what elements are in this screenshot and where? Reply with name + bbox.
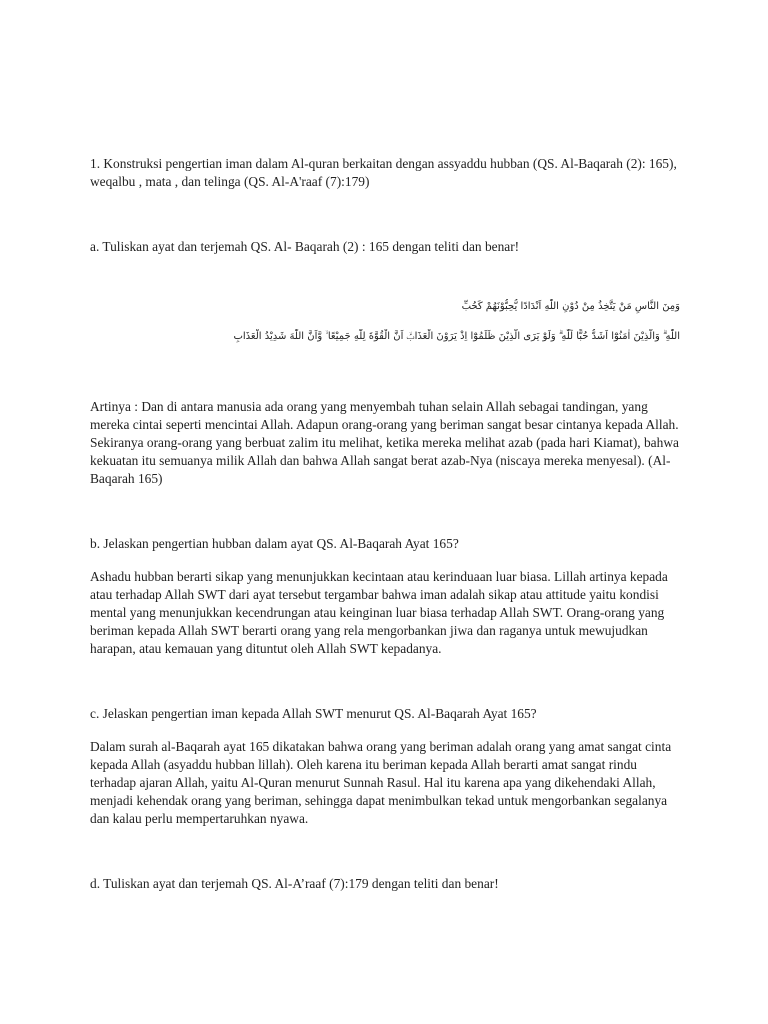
answer-b-paragraph: Ashadu hubban berarti sikap yang menunjukkan kecintaan atau kerinduaan luar biasa. Lillah artinya kepada atau terhadap Allah SWT dari ayat tersebut tergambar bahwa iman adalah sikap atau attitude yaitu kondisi mental yang menunjukkan kecendrungan atau keinginan luar biasa terhadap Allah SWT. Orang-orang yang beriman kepada Allah SWT berarti orang yang rela mengorbankan jiwa dan raganya untuk mewujudkan harapan, atau kemauan yang dituntut oleh Allah SWT kepadanya. [90,569,668,656]
question-c-text: c. Jelaskan pengertian iman kepada Allah SWT menurut QS. Al-Baqarah Ayat 165? [90,706,537,721]
arabic-verse-line-2: اللّٰهِ ۗ وَالَّذِيْنَ اٰمَنُوْٓا اَشَدُّ حُبًّا لِّلّٰهِ ۗ وَلَوْ يَرَى الَّذِيْنَ ظَلَمُوْٓا اِذْ يَرَوْنَ الْعَذَابَۙ اَنَّ الْقُوَّةَ لِلّٰهِ جَمِيْعًا ۙ وَّاَنَّ اللّٰهَ شَدِيْدُ الْعَذَابِ [233,331,680,342]
question-1-text: 1. Konstruksi pengertian iman dalam Al-quran berkaitan dengan assyaddu hubban (QS. Al-Baqarah (2): 165), weqalbu , mata , dan telinga (QS. Al-A'raaf (7):179) [90,156,677,189]
arabic-verse-line-1: وَمِنَ النَّاسِ مَنْ يَتَّخِذُ مِنْ دُوْنِ اللّٰهِ اَنْدَادًا يُّحِبُّوْنَهُمْ كَحُبِّ [461,301,680,312]
translation-paragraph: Artinya : Dan di antara manusia ada orang yang menyembah tuhan selain Allah sebagai tandingan, yang mereka cintai seperti mencintai Allah. Adapun orang-orang yang beriman sangat besar cintanya kepada Allah. Sekiranya orang-orang yang berbuat zalim itu melihat, ketika mereka melihat azab (pada hari Kiamat), bahwa kekuatan itu semuanya milik Allah dan bahwa Allah sangat berat azab-Nya (niscaya mereka menyesal). (Al- Baqarah 165) [90,399,679,486]
question-d-text: d. Tuliskan ayat dan terjemah QS. Al-A’raaf (7):179 dengan teliti dan benar! [90,876,499,891]
answer-c-paragraph: Dalam surah al-Baqarah ayat 165 dikatakan bahwa orang yang beriman adalah orang yang amat sangat cinta kepada Allah (asyaddu hubban lillah). Oleh karena itu beriman kepada Allah berarti amat sangat rindu terhadap ajaran Allah, yaitu Al-Quran menurut Sunnah Rasul. Hal itu karena apa yang dikehendaki Allah, menjadi kehendak orang yang beriman, sehingga dapat menimbulkan tekad untuk mengorbankan segalanya dan kalau perlu mempertaruhkan nyawa. [90,739,672,826]
question-b-text: b. Jelaskan pengertian hubban dalam ayat QS. Al-Baqarah Ayat 165? [90,536,459,551]
question-a-text: a. Tuliskan ayat dan terjemah QS. Al- Baqarah (2) : 165 dengan teliti dan benar! [90,239,520,254]
